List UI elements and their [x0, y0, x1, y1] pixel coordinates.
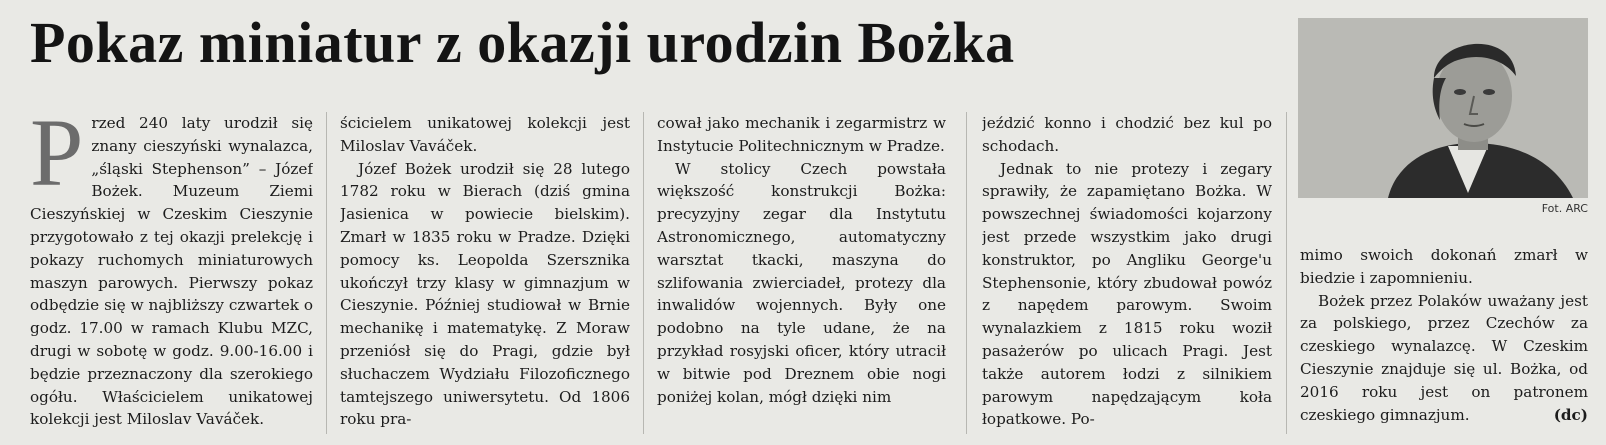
- paragraph: W stolicy Czech powstała większość konstrukcji Bożka: precyzyjny zegar dla Instytutu Astronomicznego, automatyczny warsztat tkacki, maszyna do szlifowania zwierciadeł, protezy dla inwalidów wojennych. Były one podobno na tyle udane, że na przykład rosyjski oficer, który utracił w bitwie pod Dreznem obie nogi poniżej kolan, mógł dzięki nim: [657, 159, 946, 406]
- paragraph: cował jako mechanik i zegarmistrz w Instytucie Politechnicznym w Pradze.: [657, 114, 946, 155]
- article-column-2: [340, 112, 630, 442]
- article-column-3: [657, 112, 946, 442]
- author-signature: (dc): [1553, 405, 1588, 424]
- drop-cap: P: [30, 112, 84, 206]
- paragraph: Jednak to nie protezy i zegary sprawiły, że zapamiętano Bożka. W powszechnej świadomości kojarzony jest przede wszystkim jako drugi konstruktor, po Angliku George'u Stephensonie, który zbudował powóz z napędem parowym. Swoim wynalazkiem z 1815 roku woził pasażerów po ulicach Pragi. Jest także autorem łodzi z silnikiem parowym napędzającym koła łopatkowe. Po-: [982, 159, 1272, 429]
- paragraph-text: Bożek przez Polaków uważany jest za polskiego, przez Czechów za czeskiego wynalazcę. W Czeskim Cieszynie znajduje się ul. Bożka, od 2016 roku jest on patronem czeskiego gimnazjum.: [1300, 291, 1588, 424]
- paragraph: Józef Bożek urodził się 28 lutego 1782 roku w Bierach (dziś gmina Jasienica w powiecie bielskim). Zmarł w 1835 roku w Pradze. Dzięki pomocy ks. Leopolda Szersznika ukończył trzy klasy w gimnazjum w Cieszynie. Później studiował w Brnie mechanikę i matematykę. Z Moraw przeniósł się do Pragi, gdzie był słuchaczem Wydziału Filozoficznego tamtejszego uniwersytetu. Od 1806 roku pra-: [340, 159, 630, 429]
- article-column-4: [982, 112, 1272, 442]
- portrait-photo: [1298, 18, 1588, 198]
- column-divider: [326, 112, 327, 434]
- paragraph: jeździć konno i chodzić bez kul po schodach.: [982, 114, 1272, 155]
- paragraph: rzed 240 laty urodził się znany cieszyński wynalazca, „śląski Stephenson” – Józef Bożek. Muzeum Ziemi Cieszyńskiej w Czeskim Cieszynie przygotowało z tej okazji prelekcję i pokazy ruchomych miniaturowych maszyn parowych. Pierwszy pokaz odbędzie się w najbliższy czwartek o godz. 17.00 w ramach Klubu MZC, drugi w sobotę w godz. 9.00-16.00 i będzie przeznaczony dla szerokiego ogółu. Właścicielem unikatowej kolekcji jest Miloslav Vaváček.: [30, 114, 313, 429]
- column-divider: [1286, 112, 1287, 434]
- paragraph: ścicielem unikatowej kolekcji jest Miloslav Vaváček.: [340, 114, 630, 155]
- portrait-illustration: [1298, 18, 1588, 198]
- article-column-5: [1300, 244, 1588, 442]
- paragraph: mimo swoich dokonań zmarł w biedzie i zapomnieniu.: [1300, 246, 1588, 287]
- column-divider: [643, 112, 644, 434]
- headline: Pokaz miniatur z okazji urodzin Bożka: [30, 10, 1015, 75]
- paragraph: [1300, 290, 1588, 427]
- article-column-1: [30, 112, 313, 442]
- photo-credit: Fot. ARC: [1541, 202, 1588, 215]
- column-divider: [966, 112, 967, 434]
